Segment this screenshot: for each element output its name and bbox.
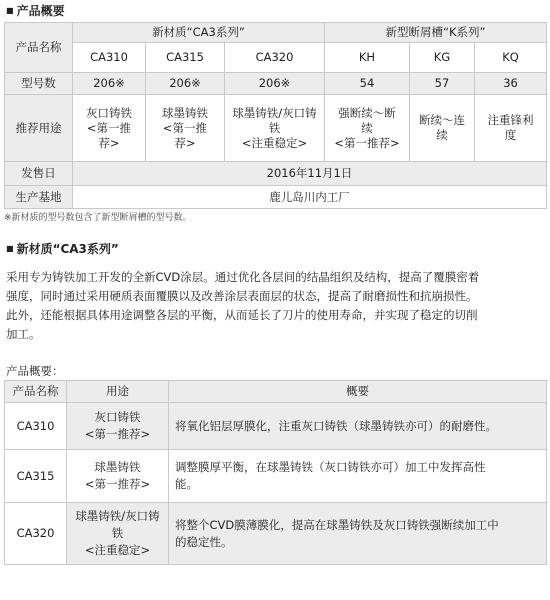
overview-use: 球墨铸铁/灰口铸 铁 <注重稳定> (67, 503, 169, 565)
group-ca3-series: 新材质“CA3系列” (73, 23, 325, 43)
spec-model-row (5, 73, 547, 95)
header-use: 用途 (67, 381, 169, 403)
header-summary: 概要 (169, 381, 547, 403)
header-product-name: 产品名称 (5, 381, 67, 403)
model-count-cell: 54 (325, 73, 410, 95)
overview-header-row (5, 381, 547, 403)
spec-product-row (5, 43, 547, 73)
use-cell: 强断续～断 续 <第一推荐> (325, 95, 410, 162)
overview-subtitle: 产品概要： (6, 364, 64, 378)
label-production-base: 生产基地 (5, 186, 73, 209)
product-cell: KQ (475, 43, 547, 73)
model-count-cell: 206※ (146, 73, 225, 95)
label-model-count: 型号数 (5, 73, 73, 95)
label-recommended-use: 推荐用途 (5, 95, 73, 162)
overview-desc: 将整个CVD膜薄膜化，提高在球墨铸铁及灰口铸铁强断续加工中 的稳定性。 (169, 503, 547, 565)
overview-desc: 调整膜厚平衡，在球墨铸铁（灰口铸铁亦可）加工中发挥高性 能。 (169, 450, 547, 503)
spec-group-row (5, 23, 547, 43)
section-title-overview: ■ 产品概要 (6, 4, 65, 18)
label-product-name: 产品名称 (5, 23, 73, 73)
footnote: ※新材质的型号数包含了新型断屑槽的型号数。 (4, 213, 192, 223)
use-cell: 球墨铸铁/灰口铸 铁 <注重稳定> (225, 95, 325, 162)
spec-use-row (5, 95, 547, 162)
overview-row (5, 403, 547, 450)
overview-row (5, 503, 547, 565)
spec-date-row (5, 162, 547, 186)
section-title-ca3: ■ 新材质“CA3系列” (6, 242, 119, 256)
production-base-value: 鹿儿岛川内工厂 (73, 186, 547, 209)
spec-base-row (5, 186, 547, 209)
product-cell: KG (410, 43, 475, 73)
ca3-description: 采用专为铸铁加工开发的全新CVD涂层。通过优化各层间的结晶组织及结构，提高了覆膜密着 强度，同时通过采用硬质表面覆膜以及改善涂层表面层的状态，提高了耐磨损性和抗崩损性。 此外，还能根据具体用途调整各层的平衡，从而延长了刀片的使用寿命，并实现了稳定的切削 加工。 (6, 270, 480, 341)
square-bullet-icon: ■ (6, 244, 14, 253)
use-cell: 球墨铸铁 <第一推 荐> (146, 95, 225, 162)
overview-use: 球墨铸铁 <第一推荐> (67, 450, 169, 503)
model-count-cell: 36 (475, 73, 547, 95)
product-cell: CA315 (146, 43, 225, 73)
model-count-cell: 57 (410, 73, 475, 95)
spec-table (4, 22, 547, 209)
use-cell: 断续～连 续 (410, 95, 475, 162)
release-date-value: 2016年11月1日 (73, 162, 547, 186)
model-count-cell: 206※ (73, 73, 146, 95)
label-release-date: 发售日 (5, 162, 73, 186)
overview-product: CA315 (5, 450, 67, 503)
square-bullet-icon: ■ (6, 6, 14, 15)
product-cell: CA320 (225, 43, 325, 73)
overview-use: 灰口铸铁 <第一推荐> (67, 403, 169, 450)
product-cell: CA310 (73, 43, 146, 73)
product-cell: KH (325, 43, 410, 73)
overview-product: CA320 (5, 503, 67, 565)
use-cell: 注重锋利 度 (475, 95, 547, 162)
overview-product: CA310 (5, 403, 67, 450)
model-count-cell: 206※ (225, 73, 325, 95)
overview-table (4, 380, 547, 565)
overview-desc: 将氧化铝层厚膜化，注重灰口铸铁（球墨铸铁亦可）的耐磨性。 (169, 403, 547, 450)
group-k-series: 新型断屑槽“K系列” (325, 23, 547, 43)
overview-row (5, 450, 547, 503)
use-cell: 灰口铸铁 <第一推 荐> (73, 95, 146, 162)
